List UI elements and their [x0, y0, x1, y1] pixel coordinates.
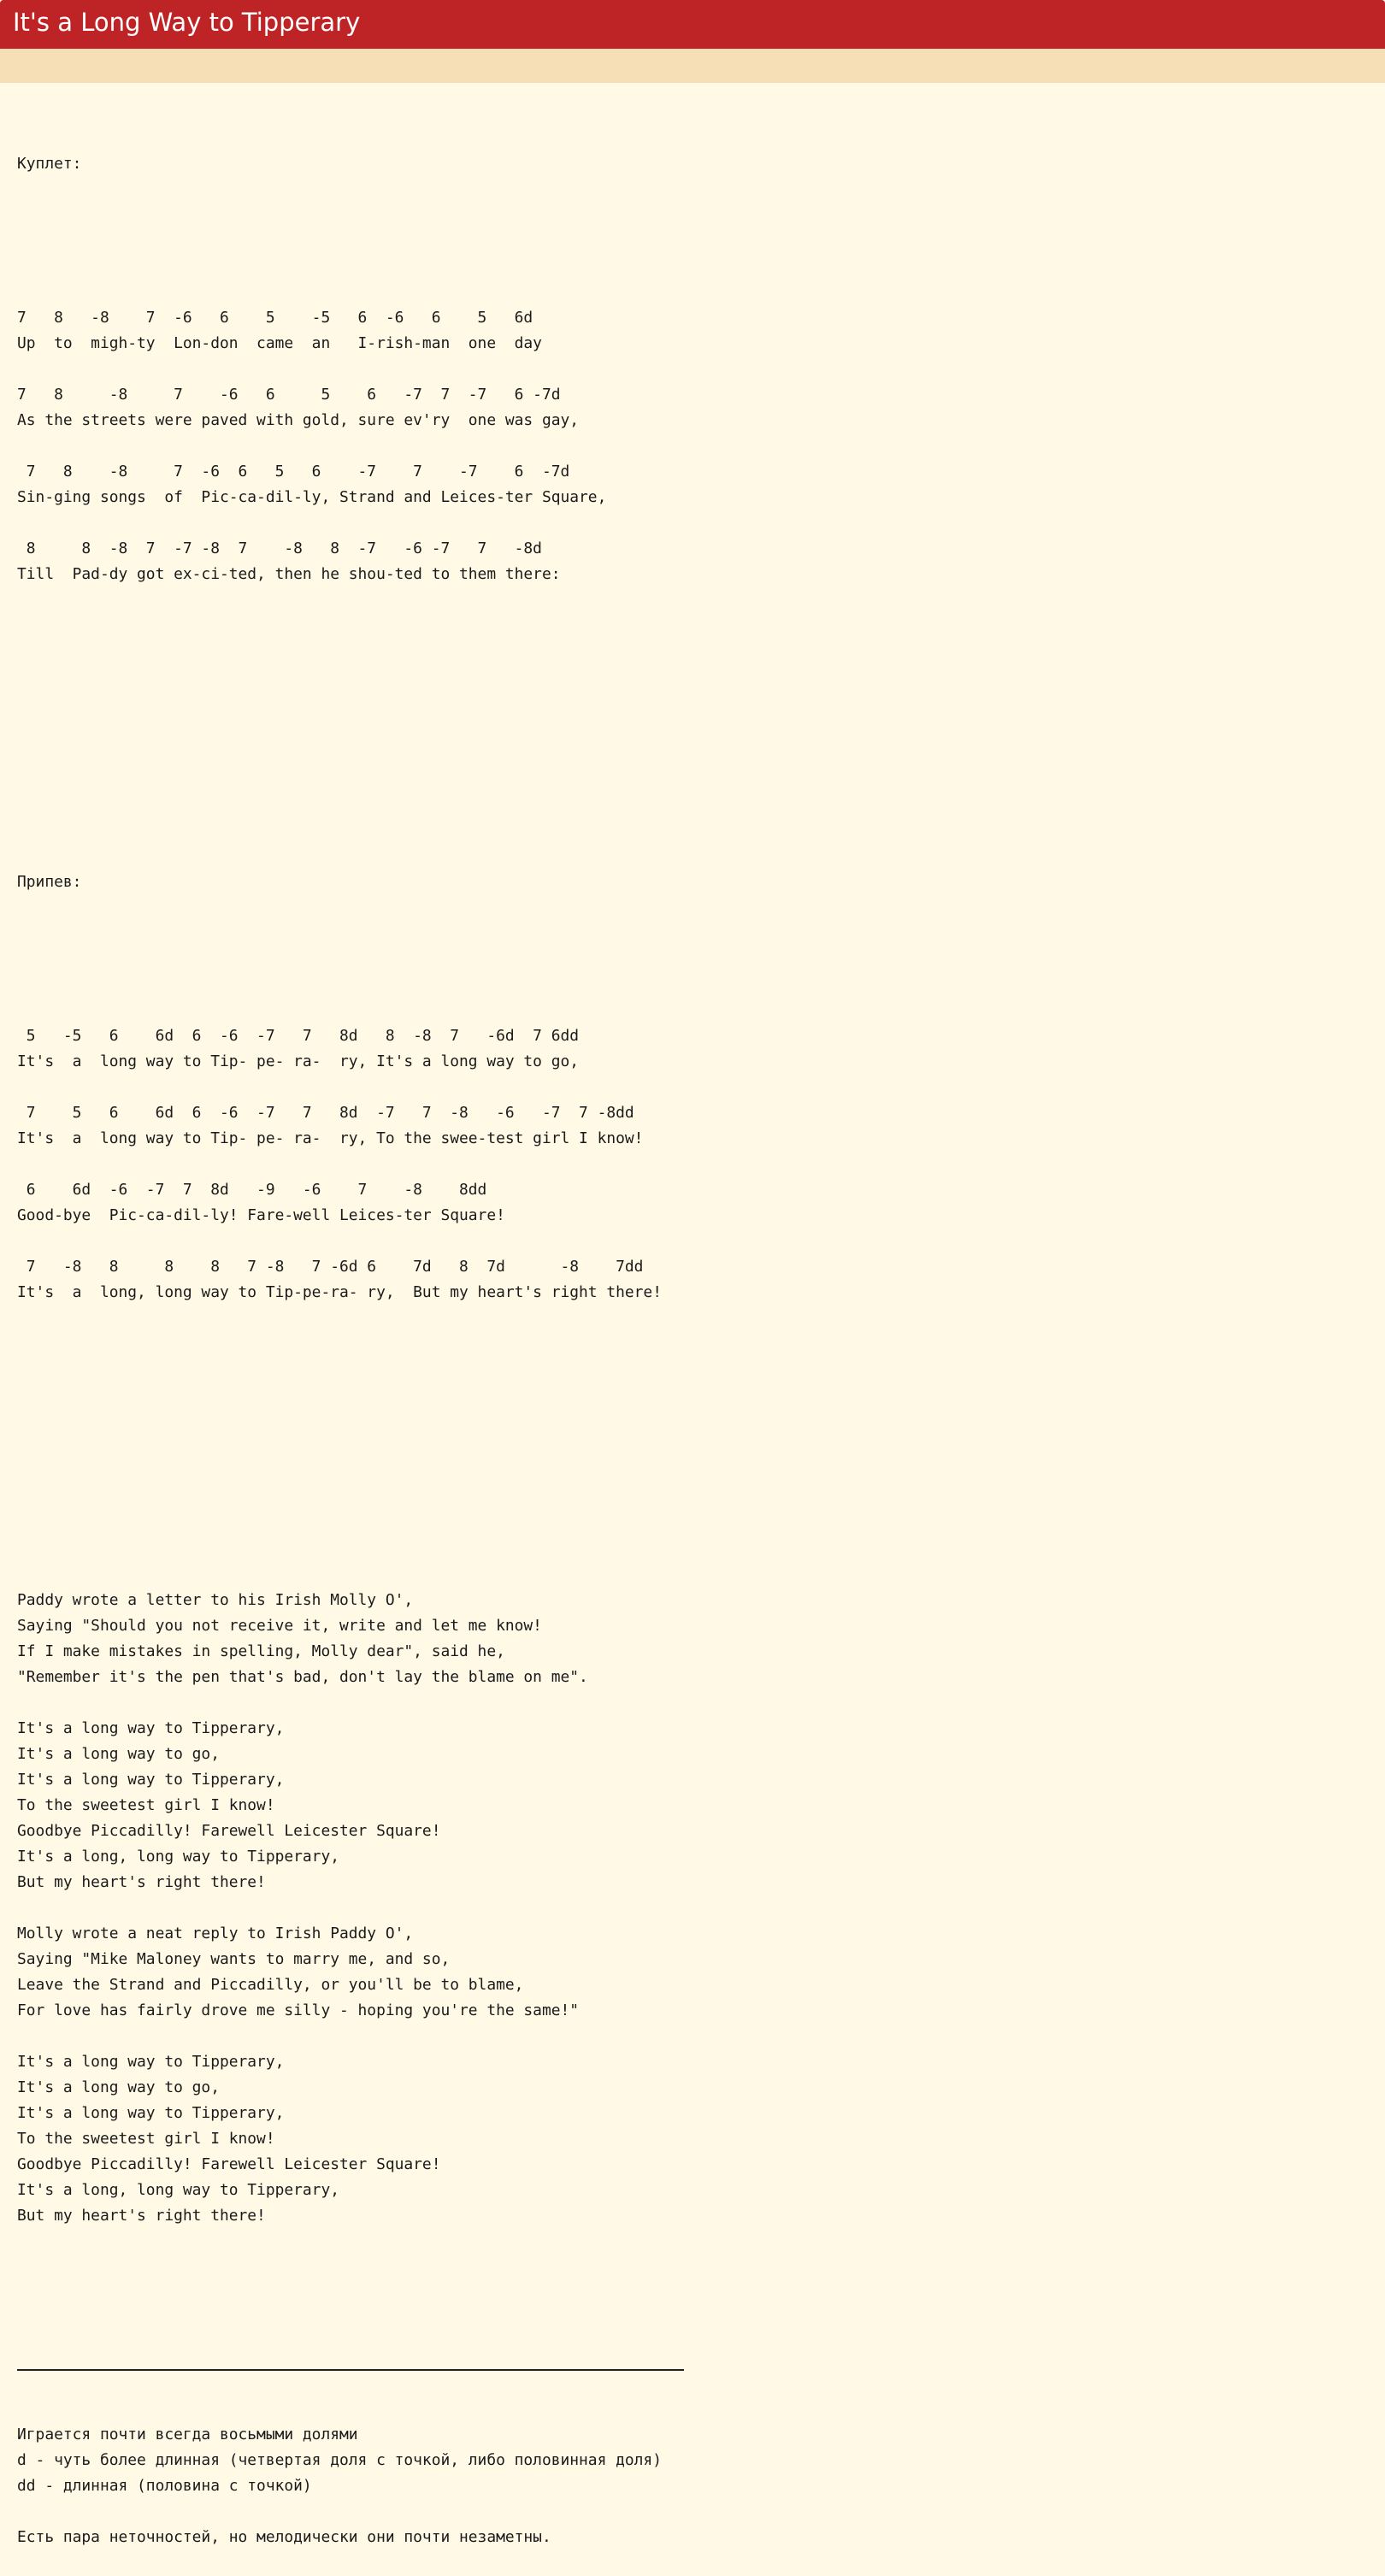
- notes-block: [17, 2422, 1368, 2550]
- spacer: [17, 1434, 1368, 1459]
- text-line: [17, 1895, 1368, 1921]
- text-line: Есть пара неточностей, но мелодически они почти незаметны.: [17, 2528, 551, 2546]
- text-line: But my heart's right there!: [17, 2207, 266, 2225]
- text-line: 7 8 -8 7 -6 6 5 6 -7 7 -7 6 -7d: [17, 463, 570, 480]
- lyrics-block: [17, 1588, 1368, 2229]
- text-line: It's a long way to Tipperary,: [17, 2104, 285, 2122]
- text-line: To the sweetest girl I know!: [17, 2130, 275, 2148]
- text-line: [17, 1075, 1368, 1100]
- text-line: As the streets were paved with gold, sure ev'ry one was gay,: [17, 411, 580, 429]
- text-line: [17, 433, 1368, 459]
- spacer: [17, 2280, 1368, 2306]
- spacer: [17, 793, 1368, 818]
- verse-label: Куплет:: [17, 155, 82, 173]
- text-line: It's a long way to Tip- pe- ra- ry, To the swee-test girl I know!: [17, 1129, 644, 1147]
- text-line: It's a long, long way to Tip-pe-ra- ry, But my heart's right there!: [17, 1283, 662, 1301]
- song-content: [17, 100, 1368, 2576]
- verse-block: [17, 305, 1368, 587]
- text-line: It's a long, long way to Tipperary,: [17, 1848, 339, 1866]
- spacer: [17, 639, 1368, 664]
- text-line: It's a long way to Tip- pe- ra- ry, It's a long way to go,: [17, 1052, 580, 1070]
- text-line: [17, 2024, 1368, 2049]
- text-line: [17, 1152, 1368, 1177]
- title-bar: [0, 0, 1385, 49]
- text-line: Sin-ging songs of Pic-ca-dil-ly, Strand and Leices-ter Square,: [17, 488, 607, 506]
- text-line: [17, 510, 1368, 536]
- text-line: 7 8 -8 7 -6 6 5 6 -7 7 -7 6 -7d: [17, 386, 561, 404]
- text-line: Saying "Mike Maloney wants to marry me, and so,: [17, 1950, 451, 1968]
- divider: [17, 2369, 684, 2371]
- text-line: [17, 2499, 1368, 2525]
- text-line: It's a long way to Tipperary,: [17, 2053, 285, 2071]
- text-line: "Remember it's the pen that's bad, don't lay the blame on me".: [17, 1668, 588, 1686]
- toolbar-strip: [0, 49, 1385, 83]
- text-line: 5 -5 6 6d 6 -6 -7 7 8d 8 -8 7 -6d 7 6dd: [17, 1027, 580, 1045]
- text-line: 7 8 -8 7 -6 6 5 -5 6 -6 6 5 6d: [17, 309, 533, 327]
- text-line: 8 8 -8 7 -7 -8 7 -8 8 -7 -6 -7 7 -8d: [17, 539, 542, 557]
- text-line: It's a long way to go,: [17, 1745, 220, 1763]
- text-line: Goodbye Piccadilly! Farewell Leicester Square!: [17, 2155, 441, 2173]
- spacer: [17, 946, 1368, 972]
- text-line: If I make mistakes in spelling, Molly dear", said he,: [17, 1642, 505, 1660]
- text-line: Till Pad-dy got ex-ci-ted, then he shou-ted to them there:: [17, 565, 561, 583]
- text-line: It's a long way to Tipperary,: [17, 1771, 285, 1789]
- text-line: Good-bye Pic-ca-dil-ly! Fare-well Leices-ter Square!: [17, 1206, 505, 1224]
- text-line: Goodbye Piccadilly! Farewell Leicester Square!: [17, 1822, 441, 1840]
- text-line: dd - длинная (половина с точкой): [17, 2477, 312, 2495]
- text-line: [17, 1690, 1368, 1716]
- text-line: But my heart's right there!: [17, 1873, 266, 1891]
- chorus-block: [17, 1023, 1368, 1306]
- text-line: It's a long, long way to Tipperary,: [17, 2181, 339, 2199]
- text-line: Играется почти всегда восьмыми долями: [17, 2426, 358, 2443]
- text-line: 6 6d -6 -7 7 8d -9 -6 7 -8 8dd: [17, 1181, 487, 1199]
- text-line: For love has fairly drove me silly - hoping you're the same!": [17, 2001, 580, 2019]
- text-line: Molly wrote a neat reply to Irish Paddy O',: [17, 1925, 414, 1942]
- text-line: d - чуть более длинная (четвертая доля с точкой, либо половинная доля): [17, 2451, 662, 2469]
- text-line: [17, 357, 1368, 382]
- text-line: It's a long way to Tipperary,: [17, 1719, 285, 1737]
- chorus-label: Припев:: [17, 873, 82, 891]
- text-line: To the sweetest girl I know!: [17, 1796, 275, 1814]
- text-line: [17, 1229, 1368, 1254]
- text-line: Saying "Should you not receive it, write and let me know!: [17, 1617, 542, 1635]
- spacer: [17, 228, 1368, 254]
- spacer: [17, 1511, 1368, 1536]
- text-line: 7 -8 8 8 8 7 -8 7 -6d 6 7d 8 7d -8 7dd: [17, 1258, 644, 1276]
- text-line: Leave the Strand and Piccadilly, or you'll be to blame,: [17, 1976, 524, 1994]
- text-line: 7 5 6 6d 6 -6 -7 7 8d -7 7 -8 -6 -7 7 -8dd: [17, 1104, 634, 1122]
- spacer: [17, 1357, 1368, 1382]
- text-line: Paddy wrote a letter to his Irish Molly O',: [17, 1591, 414, 1609]
- page-title: It's a Long Way to Tipperary: [13, 8, 361, 37]
- text-line: It's a long way to go,: [17, 2078, 220, 2096]
- text-line: Up to migh-ty Lon-don came an I-rish-man one day: [17, 334, 542, 352]
- spacer: [17, 716, 1368, 741]
